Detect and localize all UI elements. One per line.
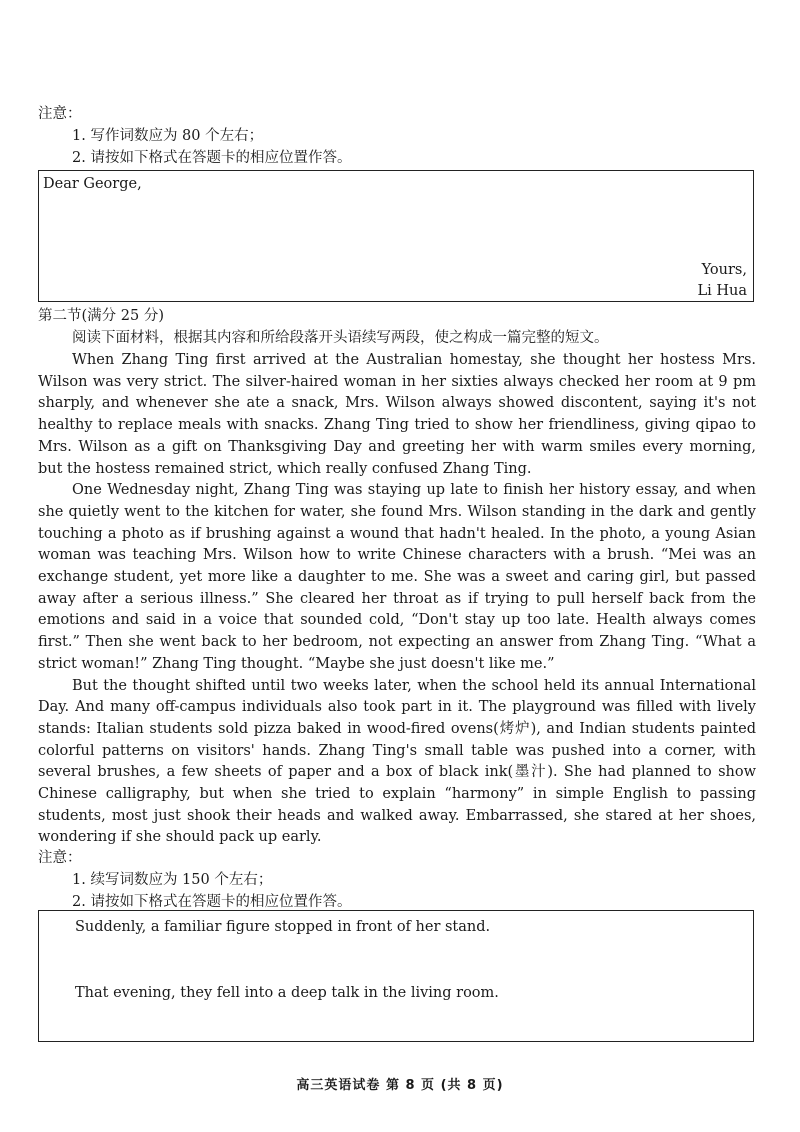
story-paragraph-2: One Wednesday night, Zhang Ting was staying up late to finish her history essay, and when she quietly went to the kitchen for water, she found Mrs. Wilson standing in the dark and gently touching a photo as if brushing against a wound that hadn't healed. In the photo, a young Asian woman was teaching Mrs. Wilson how to write Chinese characters with a brush. “Mei was an exchange student, yet more like a daughter to me. She was a sweet and caring girl, but passed away after a serious illness.” She cleared her throat as if trying to pull herself back from the emotions and said in a voice that sounded cold, “Don't stay up too late. Health always comes first.” Then she went back to her bedroom, not expecting an answer from Zhang Ting. “What a strict woman!” Zhang Ting thought. “Maybe she just doesn't like me.” <box>38 482 756 672</box>
section-instruction: 阅读下面材料，根据其内容和所给段落开头语续写两段，使之构成一篇完整的短文。 <box>72 330 609 346</box>
note-item-2: 2. 请按如下格式在答题卡的相应位置作答。 <box>72 150 352 166</box>
letter-answer-box <box>38 170 754 302</box>
letter-signature: Li Hua <box>697 283 747 299</box>
story-paragraph-1: When Zhang Ting first arrived at the Australian homestay, she thought her hostess Mrs. Wilson was very strict. The silver-haired woman in her sixties always checked her room at 9 pm sharply, and whenever she ate a snack, Mrs. Wilson always showed discontent, saying it's not healthy to replace meals with snacks. Zhang Ting tried to show her friendliness, giving qipao to Mrs. Wilson as a gift on Thanksgiving Day and greeting her with warm smiles every morning, but the hostess remained strict, which really confused Zhang Ting. <box>38 352 756 477</box>
note2-item-1: 1. 续写词数应为 150 个左右； <box>72 872 273 888</box>
notes-heading: 注意： <box>38 106 82 122</box>
story-paragraph-3: But the thought shifted until two weeks later, when the school held its annual International Day. And many off-campus individuals also took part in it. The playground was filled with lively stands: Italian students sold pizza baked in wood-fired ovens(烤炉), and Indian students painted colorful patterns on visitors' hands. Zhang Ting's small table was pushed into a corner, with several brushes, a few sheets of paper and a box of black ink(墨汁). She had planned to show Chinese calligraphy, but when she tried to explain “harmony” in simple English to passing students, most just shook their heads and walked away. Embarrassed, she stared at her shoes, wondering if she should pack up early. <box>38 677 756 846</box>
note2-item-2: 2. 请按如下格式在答题卡的相应位置作答。 <box>72 894 352 910</box>
note-item-1: 1. 写作词数应为 80 个左右； <box>72 128 264 144</box>
section-heading: 第二节(满分 25 分) <box>38 308 164 324</box>
page-footer: 高三英语试卷 第 8 页 (共 8 页) <box>296 1078 504 1093</box>
letter-greeting: Dear George, <box>43 176 142 192</box>
continuation-opening-2: That evening, they fell into a deep talk in the living room. <box>75 985 499 1001</box>
continuation-opening-1: Suddenly, a familiar figure stopped in front of her stand. <box>75 919 491 935</box>
story-passage <box>38 350 756 849</box>
letter-closing: Yours, <box>701 262 747 278</box>
notes-heading-2: 注意： <box>38 850 82 866</box>
continuation-answer-box <box>38 910 754 1042</box>
